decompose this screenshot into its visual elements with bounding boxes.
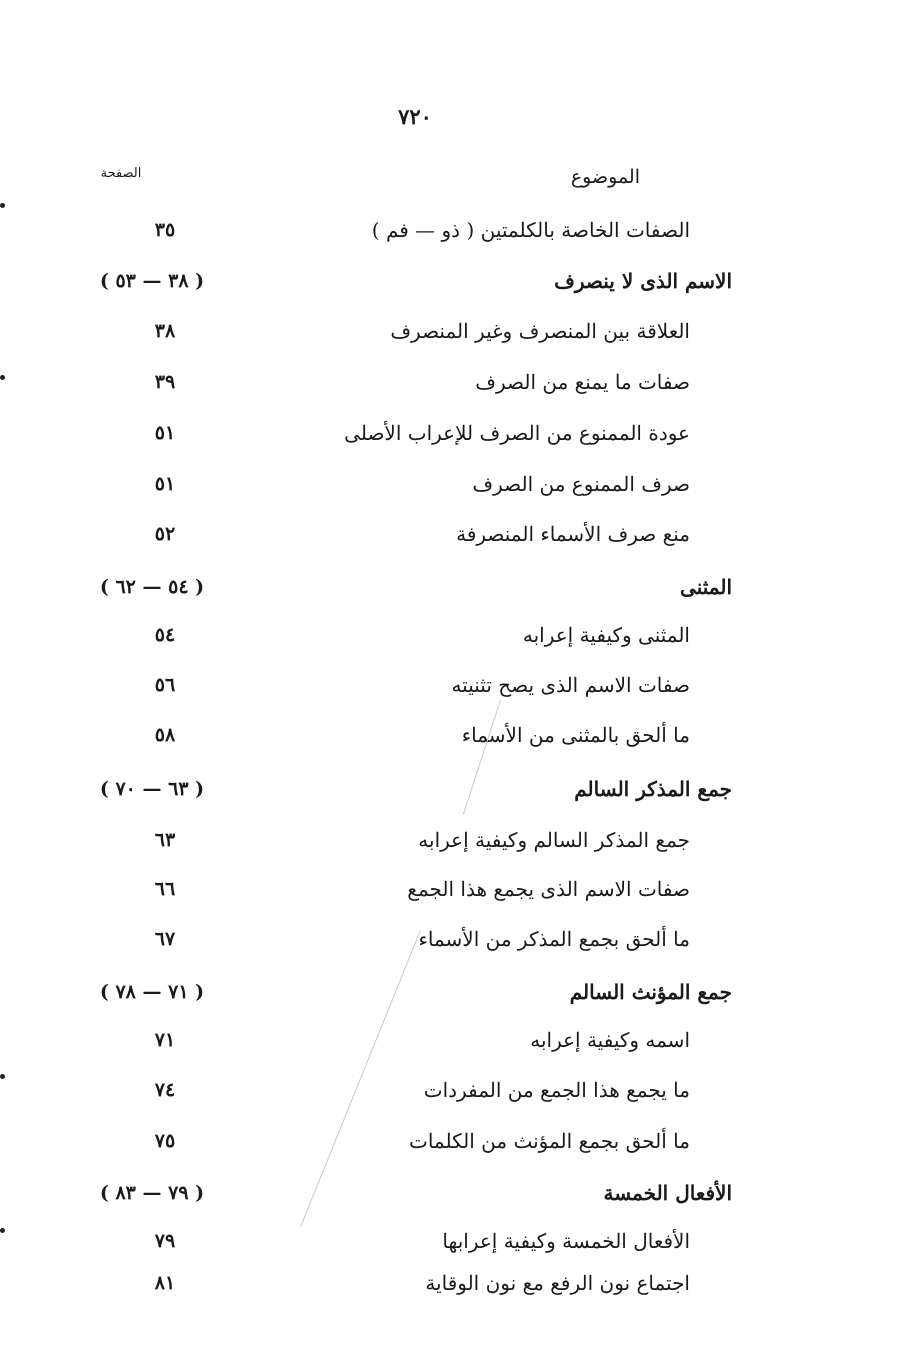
toc-entry-page: ٧٤: [154, 1079, 176, 1101]
toc-entry-page: ٧١: [154, 1029, 176, 1051]
toc-entry: [0, 467, 904, 501]
toc-section-title: جمع المذكر السالم: [574, 777, 732, 801]
page-column-header: الصفحة: [100, 166, 142, 181]
toc-entry: [0, 718, 904, 752]
page-number: ٧٢٠: [398, 104, 432, 129]
toc-entry-topic: ما ألحق بجمع المذكر من الأسماء: [418, 927, 690, 951]
toc-section: [0, 772, 904, 806]
toc-entry-page: ٧٩: [154, 1230, 176, 1252]
scan-edge-mark: [0, 203, 5, 208]
toc-section-page-range: ( ٣٨ — ٥٣ ): [99, 270, 205, 292]
toc-entry: [0, 872, 904, 906]
toc-entry-page: ٨١: [154, 1272, 176, 1294]
toc-entry-page: ٣٥: [154, 219, 176, 241]
toc-entry-topic: صفات الاسم الذى يصح تثنيته: [451, 673, 690, 697]
scan-edge-mark: [0, 1074, 5, 1079]
toc-entry: [0, 922, 904, 956]
toc-entry-topic: الصفات الخاصة بالكلمتين ( ذو — فم ): [371, 218, 690, 242]
toc-entry: [0, 1073, 904, 1107]
toc-section: [0, 975, 904, 1009]
toc-entry-page: ٥٤: [154, 624, 176, 646]
toc-entry-page: ٦٧: [154, 928, 176, 950]
toc-entry: [0, 1124, 904, 1158]
scan-edge-mark: [0, 375, 5, 380]
toc-entry: [0, 668, 904, 702]
toc-entry-topic: ما ألحق بجمع المؤنث من الكلمات: [408, 1129, 690, 1153]
toc-entry-page: ٧٥: [154, 1130, 176, 1152]
toc-entry-page: ٥١: [154, 422, 176, 444]
toc-section: [0, 570, 904, 604]
toc-entry-page: ٥٨: [154, 724, 176, 746]
toc-entry-topic: صفات الاسم الذى يجمع هذا الجمع: [407, 877, 690, 901]
toc-entry: [0, 314, 904, 348]
toc-section: [0, 1176, 904, 1210]
toc-entry-page: ٥٢: [154, 523, 176, 545]
toc-entry-page: ٣٨: [154, 320, 176, 342]
toc-section-title: الاسم الذى لا ينصرف: [554, 269, 732, 293]
toc-entry: [0, 618, 904, 652]
toc-entry: [0, 213, 904, 247]
toc-entry-page: ٦٦: [154, 878, 176, 900]
toc-section-page-range: ( ٧١ — ٧٨ ): [99, 981, 205, 1003]
toc-entry-topic: صفات ما يمنع من الصرف: [475, 370, 690, 394]
toc-section-title: الأفعال الخمسة: [603, 1181, 732, 1205]
toc-entry-topic: العلاقة بين المنصرف وغير المنصرف: [390, 319, 690, 343]
toc-section-page-range: ( ٧٩ — ٨٣ ): [99, 1182, 205, 1204]
toc-entry: [0, 365, 904, 399]
toc-entry-topic: المثنى وكيفية إعرابه: [522, 623, 690, 647]
toc-entry: [0, 517, 904, 551]
toc-entry-topic: صرف الممنوع من الصرف: [472, 472, 690, 496]
toc-entry-topic: عودة الممنوع من الصرف للإعراب الأصلى: [344, 421, 690, 445]
toc-entry-topic: اجتماع نون الرفع مع نون الوقاية: [425, 1271, 690, 1295]
topic-column-header: الموضوع: [570, 166, 640, 188]
toc-entry-page: ٥٦: [154, 674, 176, 696]
toc-section-page-range: ( ٥٤ — ٦٢ ): [99, 576, 205, 598]
toc-entry: [0, 1224, 904, 1258]
toc-entry: [0, 1266, 904, 1300]
toc-entry-topic: الأفعال الخمسة وكيفية إعرابها: [442, 1229, 690, 1253]
toc-entry: [0, 1023, 904, 1057]
toc-entry: [0, 416, 904, 450]
toc-entry-topic: ما يجمع هذا الجمع من المفردات: [423, 1078, 690, 1102]
toc-section: [0, 264, 904, 298]
scan-edge-mark: [0, 1228, 5, 1233]
toc-entry-topic: منع صرف الأسماء المنصرفة: [456, 522, 690, 546]
toc-section-title: جمع المؤنث السالم: [569, 980, 732, 1004]
toc-entry-topic: ما ألحق بالمثنى من الأسماء: [461, 723, 690, 747]
toc-section-title: المثنى: [680, 575, 732, 599]
toc-entry-page: ٦٣: [154, 829, 176, 851]
toc-entry: [0, 823, 904, 857]
toc-entry-page: ٣٩: [154, 371, 176, 393]
toc-section-page-range: ( ٦٣ — ٧٠ ): [99, 778, 205, 800]
toc-entry-page: ٥١: [154, 473, 176, 495]
toc-entry-topic: اسمه وكيفية إعرابه: [530, 1028, 690, 1052]
toc-entry-topic: جمع المذكر السالم وكيفية إعرابه: [418, 828, 690, 852]
